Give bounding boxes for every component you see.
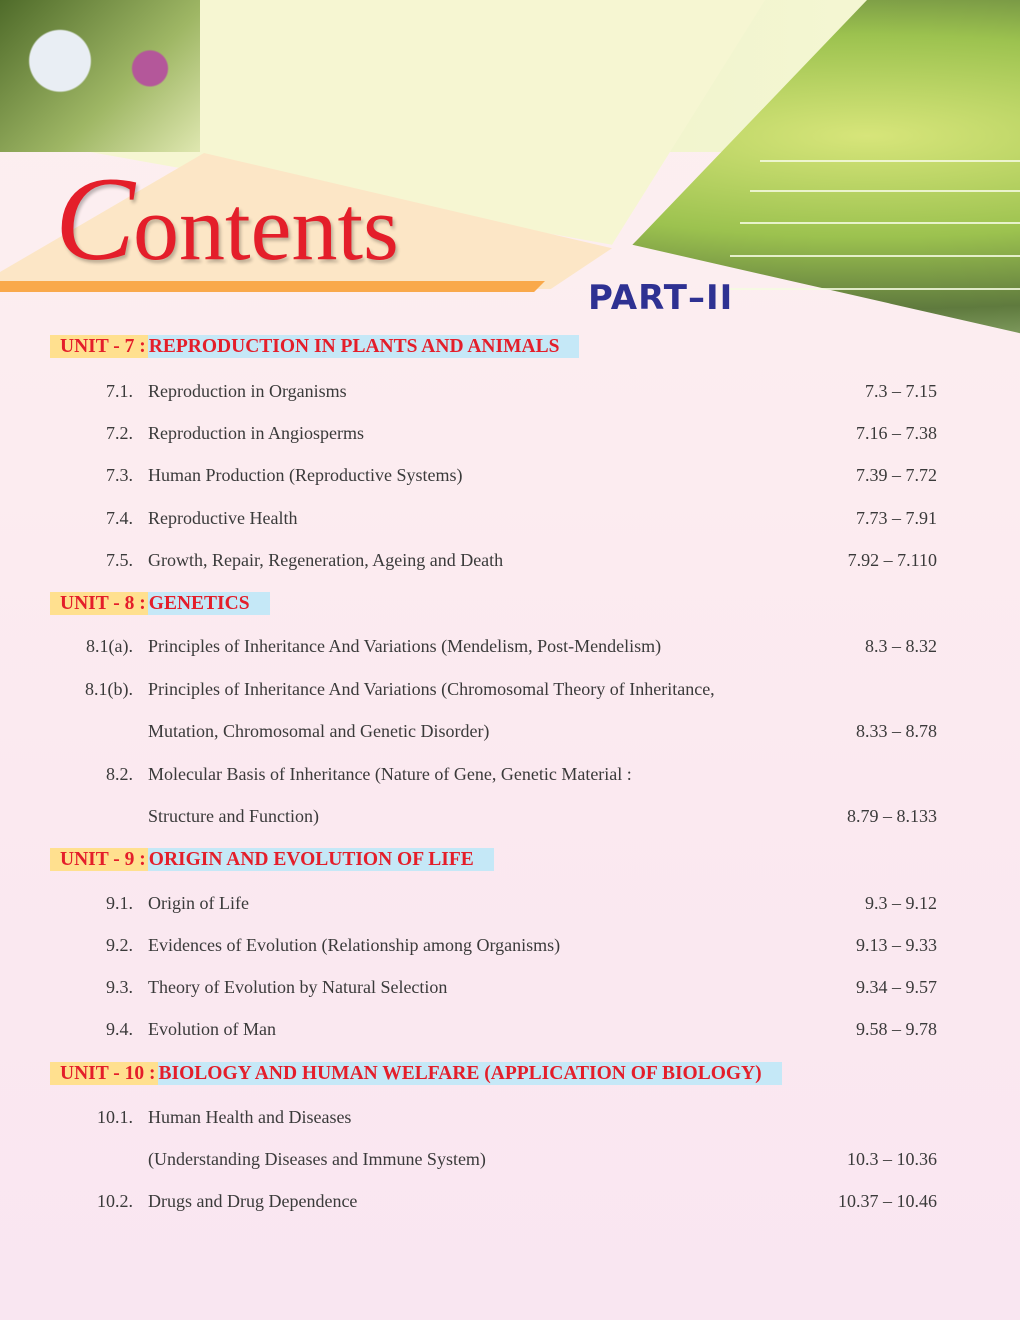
entry-title: Reproduction in Angiosperms: [148, 423, 364, 443]
entry-number: 10.2.: [97, 1191, 133, 1211]
entry-title: Reproductive Health: [148, 508, 298, 528]
unit-title: BIOLOGY AND HUMAN WELFARE (APPLICATION OF BIOLOGY): [158, 1062, 782, 1085]
toc-entry[interactable]: [0, 506, 1020, 530]
decorative-line: [720, 288, 1020, 290]
entry-title: Theory of Evolution by Natural Selection: [148, 977, 448, 997]
entry-title-continued: Structure and Function): [148, 806, 319, 826]
decorative-line: [740, 222, 1020, 224]
toc-entry[interactable]: [0, 548, 1020, 572]
toc-entry[interactable]: [0, 463, 1020, 487]
toc-entry[interactable]: [0, 379, 1020, 403]
entry-pages: 7.73 – 7.91: [856, 508, 937, 528]
entry-number: 9.1.: [106, 893, 133, 913]
entry-title: Molecular Basis of Inheritance (Nature of Gene, Genetic Material :: [148, 764, 632, 784]
entry-title: Origin of Life: [148, 893, 249, 913]
entry-pages: 8.79 – 8.133: [847, 806, 937, 826]
unit-title: GENETICS: [148, 592, 270, 615]
entry-pages: 8.33 – 8.78: [856, 721, 937, 741]
unit-number: UNIT - 9 :: [50, 848, 148, 871]
entry-pages: 7.16 – 7.38: [856, 423, 937, 443]
decorative-line: [730, 255, 1020, 257]
entry-title: Principles of Inheritance And Variations (Chromosomal Theory of Inheritance,: [148, 679, 715, 699]
entry-number: 7.5.: [106, 550, 133, 570]
entry-number: 9.2.: [106, 935, 133, 955]
entry-title: Evidences of Evolution (Relationship among Organisms): [148, 935, 561, 955]
entry-number: 8.1(a).: [86, 636, 133, 656]
entry-pages: 7.3 – 7.15: [865, 381, 937, 401]
entry-pages: 9.13 – 9.33: [856, 935, 937, 955]
unit-heading: [50, 335, 579, 358]
toc-entry[interactable]: [0, 677, 1020, 741]
butterfly-photo: [0, 0, 200, 152]
entry-pages: 9.34 – 9.57: [856, 977, 937, 997]
toc-entry[interactable]: [0, 421, 1020, 445]
toc-entry[interactable]: [0, 975, 1020, 999]
entry-number: 9.4.: [106, 1019, 133, 1039]
unit-title: REPRODUCTION IN PLANTS AND ANIMALS: [148, 335, 580, 358]
decorative-line: [750, 190, 1020, 192]
entry-number: 7.1.: [106, 381, 133, 401]
entry-number: 7.3.: [106, 465, 133, 485]
toc-entry[interactable]: [0, 1189, 1020, 1213]
entry-pages: 10.37 – 10.46: [838, 1191, 937, 1211]
unit-heading: [50, 1062, 782, 1085]
entry-title-continued: Mutation, Chromosomal and Genetic Disorder): [148, 721, 490, 741]
entry-pages: 9.3 – 9.12: [865, 893, 937, 913]
entry-title: Drugs and Drug Dependence: [148, 1191, 358, 1211]
entry-number: 7.2.: [106, 423, 133, 443]
entry-title: Reproduction in Organisms: [148, 381, 347, 401]
decorative-line: [760, 160, 1020, 162]
unit-heading: [50, 848, 494, 871]
entry-number: 8.1(b).: [85, 679, 133, 699]
toc-entry[interactable]: [0, 1017, 1020, 1041]
toc-entry[interactable]: [0, 762, 1020, 826]
entry-pages: 7.92 – 7.110: [847, 550, 937, 570]
entry-pages: 10.3 – 10.36: [847, 1149, 937, 1169]
toc-entry[interactable]: [0, 1105, 1020, 1169]
entry-number: 10.1.: [97, 1107, 133, 1127]
entry-title-continued: (Understanding Diseases and Immune System): [148, 1149, 486, 1169]
entry-number: 7.4.: [106, 508, 133, 528]
unit-number: UNIT - 10 :: [50, 1062, 158, 1085]
entry-title: Principles of Inheritance And Variations (Mendelism, Post-Mendelism): [148, 636, 662, 656]
entry-number: 9.3.: [106, 977, 133, 997]
page-title: [55, 150, 399, 288]
entry-title: Human Health and Diseases: [148, 1107, 352, 1127]
entry-title: Evolution of Man: [148, 1019, 276, 1039]
unit-number: UNIT - 8 :: [50, 592, 148, 615]
toc-entry[interactable]: [0, 634, 1020, 658]
toc-entry[interactable]: [0, 933, 1020, 957]
entry-title: Human Production (Reproductive Systems): [148, 465, 463, 485]
entry-number: 8.2.: [106, 764, 133, 784]
entry-title: Growth, Repair, Regeneration, Ageing and Death: [148, 550, 504, 570]
title-rest: ontents: [133, 177, 399, 279]
entry-pages: 9.58 – 9.78: [856, 1019, 937, 1039]
part-label: PART–II: [588, 278, 734, 318]
entry-pages: 8.3 – 8.32: [865, 636, 937, 656]
unit-heading: [50, 592, 270, 615]
toc-entry[interactable]: [0, 891, 1020, 915]
entry-pages: 7.39 – 7.72: [856, 465, 937, 485]
unit-title: ORIGIN AND EVOLUTION OF LIFE: [148, 848, 494, 871]
unit-number: UNIT - 7 :: [50, 335, 148, 358]
title-initial: C: [55, 152, 134, 285]
